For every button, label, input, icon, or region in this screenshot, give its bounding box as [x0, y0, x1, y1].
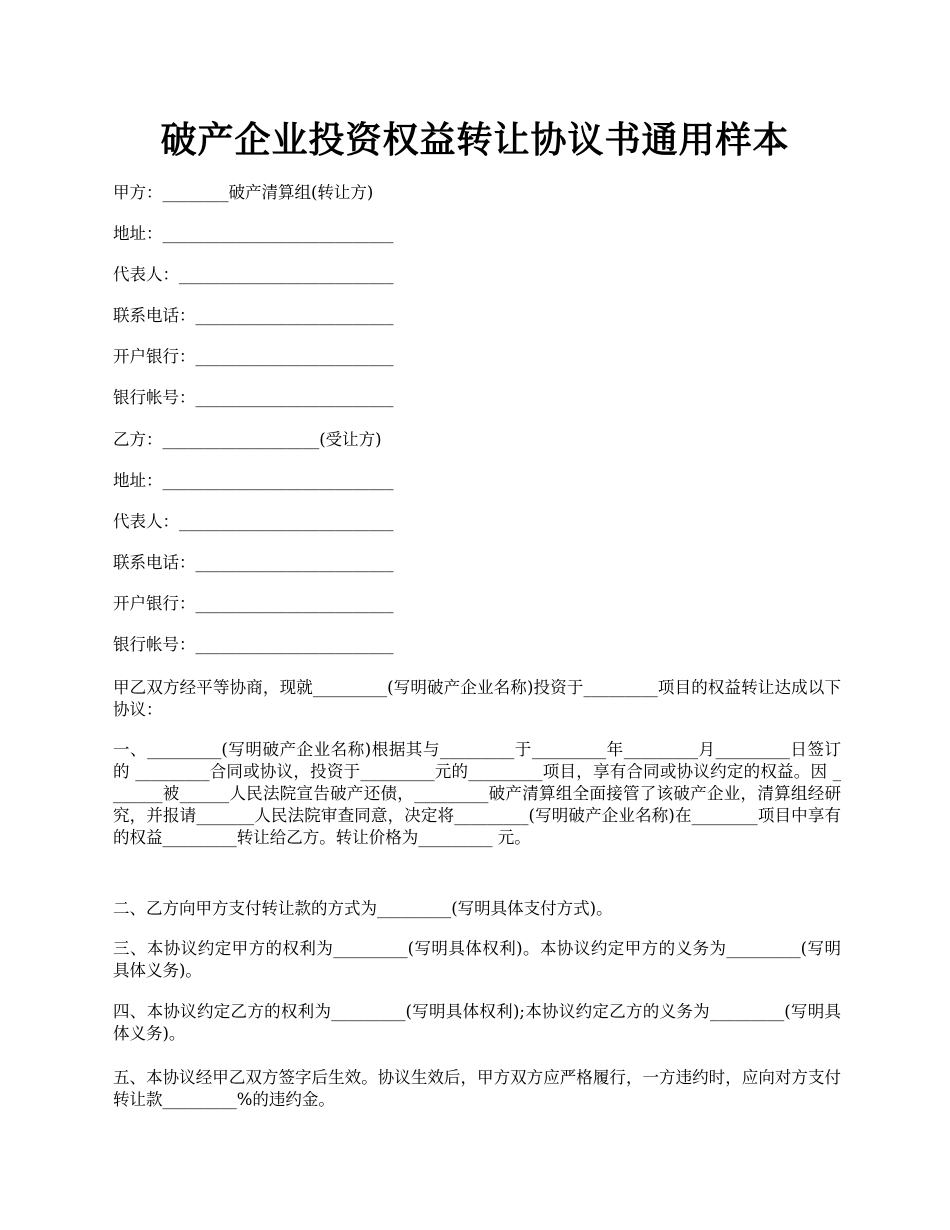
party-a-name: 甲方：________破产清算组(转让方)	[113, 183, 374, 202]
party-a-address: 地址：____________________________	[113, 224, 394, 243]
party-b-phone: 联系电话：________________________	[113, 553, 394, 572]
party-a-representative: 代表人：__________________________	[113, 265, 394, 284]
clause-1: 一、_________(写明破产企业名称)根据其与_________于_________年_________月_________日签订的 _________合同或协议，投资于_________元的_________项目，享有合同或协议约定的权益。因 _______被______人民法院宣告破产还债，_________破产清算组全面接管了该破产企业，清算组经研究，并报请_______人民法院审查同意，决定将_________(写明破产企业名称)在________项目中享有的权益_________转让给乙方。转让价格为_________ 元。	[113, 740, 841, 847]
party-a-account: 银行帐号：________________________	[113, 388, 394, 407]
party-b-bank: 开户银行：________________________	[113, 594, 394, 613]
party-b-account: 银行帐号：________________________	[113, 635, 394, 654]
party-b-address: 地址：____________________________	[113, 471, 394, 490]
party-b-name: 乙方：___________________(受让方)	[113, 430, 382, 449]
party-b-representative: 代表人：__________________________	[113, 512, 394, 531]
clause-5: 五、本协议经甲乙双方签字后生效。协议生效后，甲方双方应严格履行，一方违约时，应向对方支付转让款_________%的违约金。	[113, 1068, 841, 1109]
clause-4: 四、本协议约定乙方的权利为_________(写明具体权利);本协议约定乙方的义务为_________(写明具体义务)。	[113, 1002, 841, 1043]
party-a-bank: 开户银行：________________________	[113, 347, 394, 366]
clause-3: 三、本协议约定甲方的权利为_________(写明具体权利)。本协议约定甲方的义务为_________(写明具体义务)。	[113, 939, 841, 980]
document-title: 破产企业投资权益转让协议书通用样本	[160, 119, 790, 161]
party-a-phone: 联系电话：________________________	[113, 306, 394, 325]
intro-paragraph: 甲乙双方经平等协商，现就_________(写明破产企业名称)投资于_________项目的权益转让达成以下协议：	[113, 678, 841, 719]
clause-2: 二、乙方向甲方支付转让款的方式为_________(写明具体支付方式)。	[113, 899, 613, 918]
